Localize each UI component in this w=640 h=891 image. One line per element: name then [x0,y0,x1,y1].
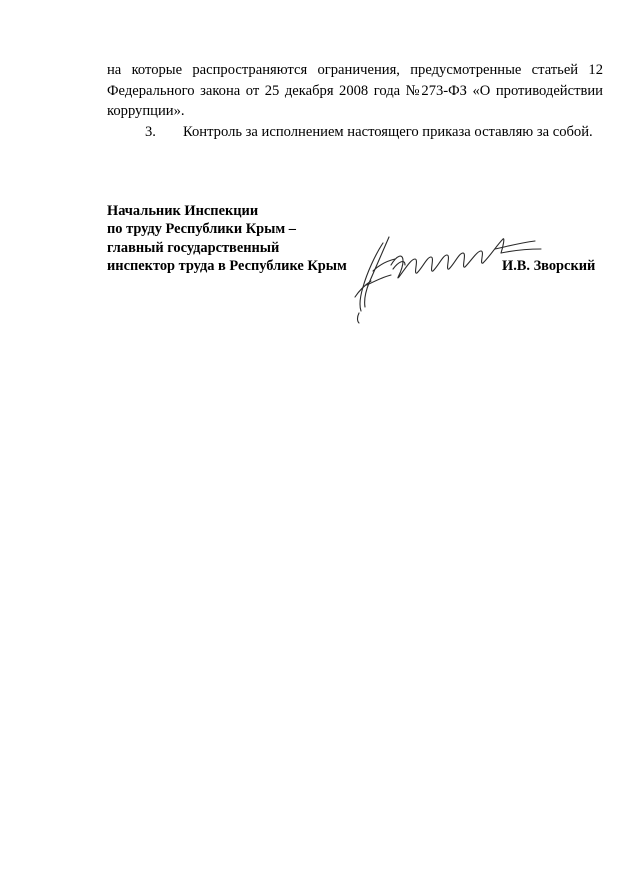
position-line-4: инспектор труда в Республике Крым [107,258,347,275]
position-line-3: главный государственный [107,239,280,256]
paragraph-continuation: на которые распространяются ограничения, предусмотренные статьей 12 Федерального закона от 25 декабря 2008 года №273-ФЗ «О противодействии коррупции». [107,62,603,119]
signatory-name: И.В. Зворский [502,258,596,274]
list-item-number: 3. [145,123,156,140]
list-item-3 [107,122,603,143]
position-line-2: по труду Республики Крым – [107,221,297,238]
document-body [107,60,603,142]
signatory-position [107,202,347,276]
list-item-text: Контроль за исполнением настоящего приказа оставляю за собой. [183,123,593,140]
position-line-1: Начальник Инспекции [107,203,259,219]
